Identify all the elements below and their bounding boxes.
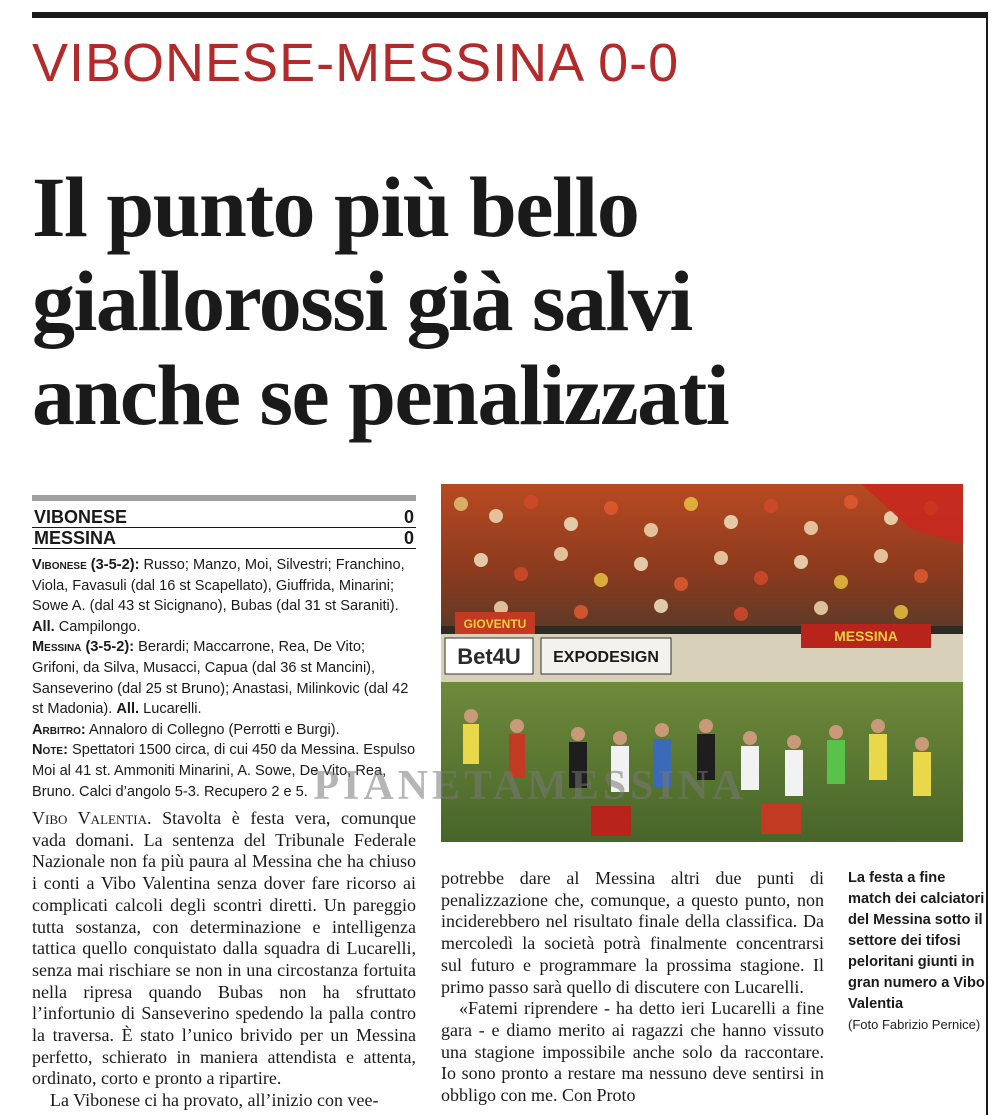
top-rule	[32, 12, 988, 18]
photo-credit: (Foto Fabrizio Pernice)	[848, 1017, 981, 1032]
home-team: VIBONESE	[34, 507, 128, 527]
dateline: Vibo Valentia.	[32, 808, 152, 828]
notes-text: Spettatori 1500 circa, di cui 450 da Messina. Espulso Moi al 41 st. Ammoniti Minarini, A. Sowe, De Vito, Rea, Bruno. Calci d’angolo 5-3. Recupero 2 e 5.	[32, 742, 416, 800]
banner-left-text: Bet4U	[457, 644, 521, 669]
referee-label: Arbitro:	[32, 721, 86, 738]
kicker-match-result: VIBONESE-MESSINA 0-0	[32, 33, 680, 93]
headline	[32, 160, 972, 442]
article-column-2	[441, 868, 824, 1107]
home-lineup	[32, 555, 416, 637]
col2-paragraph-1: potrebbe dare al Messina altri due punti di penalizzazione che, comunque, a questo punto, non inciderebbero nel risultato finale della classifica. Da mercoledì la società potrà finalmente concentrarsi sul futuro e programmare la prossima stagione. Il primo passo sarà quello di discutere con Lucarelli.	[441, 868, 824, 997]
photo-caption	[848, 868, 988, 1034]
notes-label: Note:	[32, 742, 68, 759]
away-score: 0	[403, 528, 414, 548]
headline-line-1: Il punto più bello	[32, 159, 639, 255]
referee-name: Annaloro di Collegno (Perrotti e Burgi).	[85, 721, 340, 738]
away-team: MESSINA	[34, 528, 117, 548]
referee	[32, 720, 416, 741]
away-lineup	[32, 637, 416, 719]
headline-line-3: anche se penalizzati	[32, 347, 729, 443]
match-box	[32, 495, 416, 802]
score-row-away	[32, 528, 416, 549]
away-coach: Lucarelli.	[139, 701, 202, 718]
banner-sign-text: GIOVENTU	[463, 617, 527, 631]
scorebox-bar	[32, 495, 416, 501]
banner-center-text: EXPODESIGN	[553, 649, 659, 666]
watermark: PIANETAMESSINA	[313, 763, 747, 809]
banner-right-text: MESSINA	[834, 628, 898, 644]
away-coach-label: All.	[116, 701, 140, 718]
home-score: 0	[403, 507, 414, 527]
article-paragraph-1-text: Stavolta è festa vera, comunque vada domani. La sentenza del Tribunale Federale Nazionale non fa più paura al Messina che ha chiuso i conti a Vibo Valentina senza dover fare ricorso ai complicati calcoli degli scontri diretti. Un pareggio tutta sostanza, con determinazione e intelligenza tattica quello conquistato dalla squadra di Lucarelli, senza mai rischiare se non in una circostanza fortuita nella ripresa quando Bubas non ha sfruttato l’infortunio di Sanseverino spedendo la palla contro la traversa. È stato l’unico brivido per un Messina perfetto, schierato in maniera attendista e attenta, ordinato, corto e pronto a ripartire.	[32, 808, 416, 1089]
home-coach: Campilongo.	[54, 618, 141, 635]
headline-line-2: giallorossi già salvi	[32, 253, 692, 349]
col2-paragraph-2: «Fatemi riprendere - ha detto ieri Lucarelli a fine gara - e diamo merito ai ragazzi che hanno vissuto una stagione impossibile anche solo da raccontare. Io sono pronto a restare ma nessuno deve sentirsi in obbligo con me. Con Proto	[441, 998, 824, 1106]
article-paragraph-1	[32, 808, 416, 1090]
home-lineup-label: Vibonese (3-5-2):	[32, 557, 140, 573]
away-lineup-players: Berardi; Maccarrone, Rea, De Vito; Grifoni, da Silva, Musacci, Capua (dal 36 st Mancini), Sanseverino (dal 25 st Bruno); Anastasi, Milinkovic (dal 42 st Madonia).	[32, 639, 409, 718]
article-column-1	[32, 808, 416, 1112]
home-coach-label: All.	[32, 618, 55, 635]
home-lineup-players: Russo; Manzo, Moi, Silvestri; Franchino, Viola, Favasuli (dal 16 st Scapellato), Giuffrida, Minarini; Sowe A. (dal 43 st Sicignano), Bubas (dal 31 st Saraniti).	[32, 557, 405, 615]
score-row-home	[32, 507, 416, 528]
article-paragraph-2: La Vibonese ci ha provato, all’inizio con vee-	[50, 1090, 379, 1111]
away-lineup-label: Messina (3-5-2):	[32, 639, 135, 656]
caption-text: La festa a fine match dei calciatori del Messina sotto il settore dei tifosi peloritani giunti in gran numero a Vibo Valentia	[848, 870, 985, 1012]
